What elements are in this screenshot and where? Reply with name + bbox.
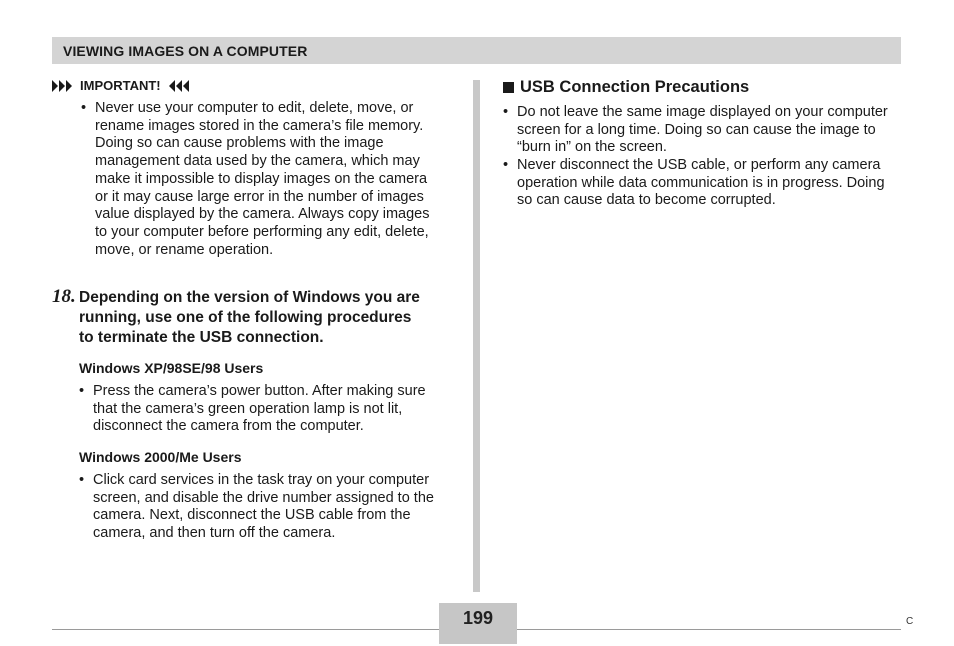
subheading-windows-2000: Windows 2000/Me Users (79, 449, 242, 465)
important-label: IMPORTANT! (80, 78, 161, 93)
step-line: running, use one of the following procedures (79, 309, 412, 326)
text-line: screen, and disable the drive number assigned to the (93, 489, 434, 506)
text-line: that the camera’s green operation lamp is not lit, (93, 400, 403, 417)
bullet-dot: • (503, 157, 509, 173)
text-line: Doing so can cause problems with the image (95, 135, 384, 152)
text-line: “burn in” on the screen. (517, 139, 667, 156)
text-line: or it may cause large error in the number of images (95, 188, 424, 205)
step-number: 18. (52, 286, 76, 307)
text-line: camera. Next, disconnect the USB cable from the (93, 507, 411, 524)
page-number-box (439, 603, 517, 644)
section-header-title: VIEWING IMAGES ON A COMPUTER (63, 43, 308, 59)
page-number: 199 (462, 608, 494, 628)
section-header-bar (52, 37, 901, 64)
corner-mark: C (906, 616, 914, 627)
text-line: to your computer before performing any edit, delete, (95, 223, 429, 240)
text-line: Never disconnect the USB cable, or perform any camera (517, 157, 881, 173)
column-divider (473, 80, 480, 592)
bullet-dot: • (79, 472, 85, 488)
text-line: Do not leave the same image displayed on your computer (517, 104, 888, 120)
important-notice-label (52, 78, 189, 93)
text-line: so can cause data to become corrupted. (517, 192, 776, 209)
step-line: Depending on the version of Windows you are (79, 289, 420, 306)
text-line: Never use your computer to edit, delete, move, or (95, 100, 414, 116)
double-arrow-right-icon (52, 80, 74, 92)
text-line: operation while data communication is in progress. Doing (517, 174, 885, 191)
text-line: value displayed by the camera. Always copy images (95, 206, 430, 223)
text-line: make it impossible to display images on the camera (95, 170, 428, 187)
subheading-windows-xp: Windows XP/98SE/98 Users (79, 360, 264, 376)
usb-precautions-title-text: USB Connection Precautions (520, 78, 750, 96)
double-arrow-left-icon (167, 80, 189, 92)
text-line: management data used by the camera, which may (95, 153, 420, 170)
bullet-dot: • (503, 104, 509, 120)
text-line: screen for a long time. Doing so can cause the image to (517, 121, 876, 138)
bullet-dot: • (79, 383, 85, 399)
text-line: move, or rename operation. (95, 241, 274, 258)
text-line: Press the camera’s power button. After making sure (93, 383, 426, 399)
black-square-icon (503, 82, 514, 93)
bullet-dot: • (81, 100, 87, 116)
text-line: Click card services in the task tray on your computer (93, 472, 430, 488)
usb-precautions-title (503, 78, 749, 97)
text-line: camera, and then turn off the camera. (93, 525, 336, 542)
text-line: disconnect the camera from the computer. (93, 418, 364, 435)
text-line: rename images stored in the camera’s file memory. (95, 117, 424, 134)
step-line: to terminate the USB connection. (79, 329, 324, 346)
